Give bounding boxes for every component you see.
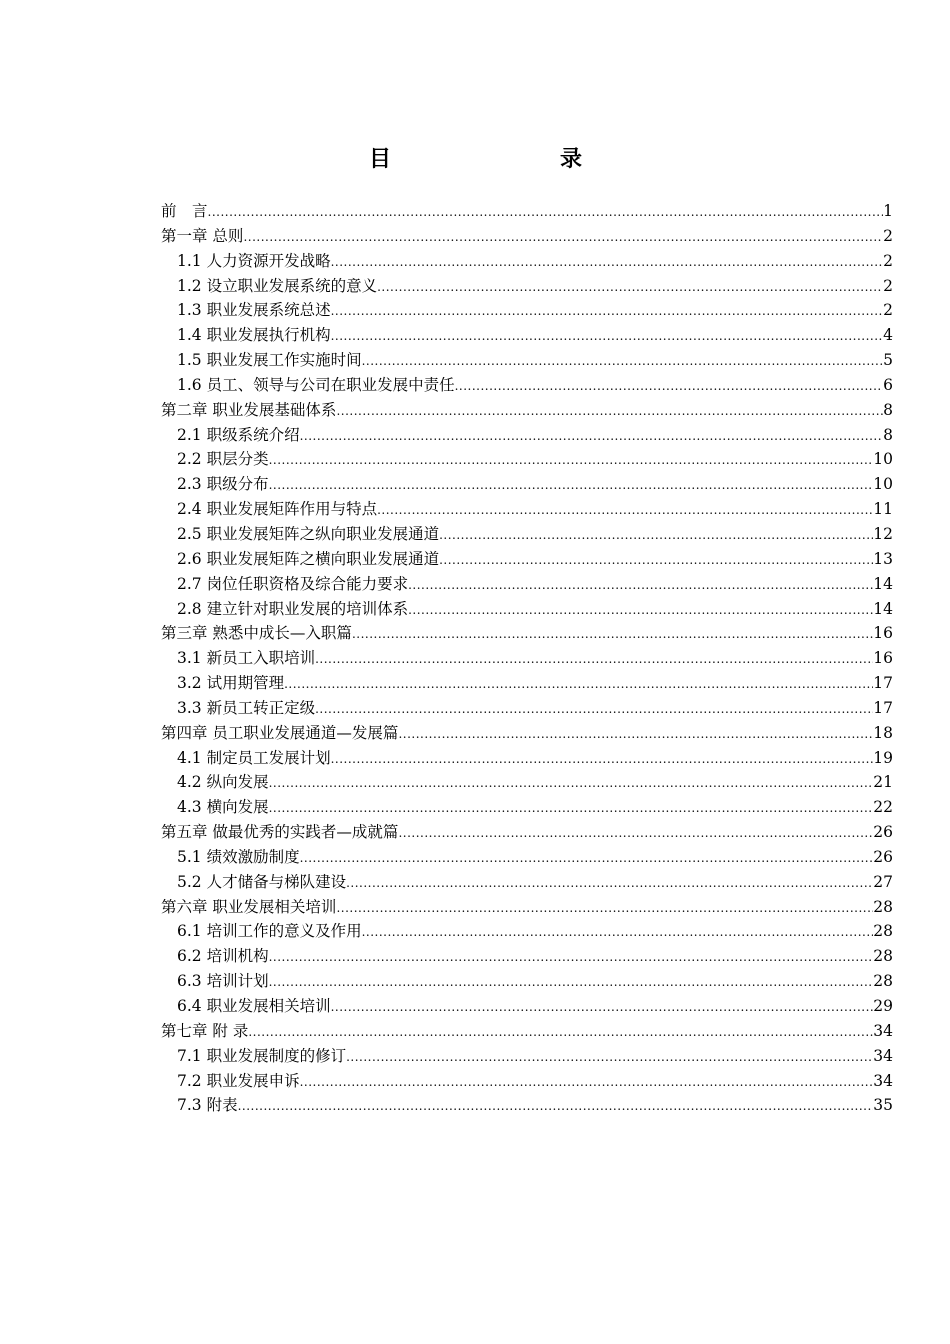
- toc-page-number: 5: [883, 351, 893, 370]
- toc-entry-label: 第一章 总则: [161, 226, 244, 245]
- toc-dot-leader: [248, 1025, 873, 1039]
- toc-page-number: 2: [883, 226, 893, 245]
- toc-section-entry[interactable]: [161, 597, 893, 622]
- toc-page-number: 27: [873, 872, 893, 891]
- toc-page-number: 22: [873, 798, 893, 817]
- toc-page-number: 1: [883, 202, 893, 220]
- toc-page-number: 17: [873, 674, 893, 693]
- toc-section-entry[interactable]: [161, 746, 893, 771]
- toc-dot-leader: [377, 503, 873, 517]
- page-title: [0, 142, 950, 174]
- toc-page-number: 8: [883, 400, 893, 419]
- toc-section-entry[interactable]: [161, 845, 893, 870]
- toc-page-number: 26: [873, 823, 893, 842]
- toc-entry-label: 第五章 做最优秀的实践者—成就篇: [161, 823, 399, 842]
- toc-page-number: 34: [873, 1021, 893, 1040]
- toc-dot-leader: [269, 453, 874, 467]
- toc-dot-leader: [300, 851, 874, 865]
- toc-section-entry[interactable]: [161, 1044, 893, 1069]
- toc-dot-leader: [208, 205, 884, 219]
- toc-entry-label: 4.2 纵向发展: [177, 773, 269, 792]
- toc-dot-leader: [300, 1075, 874, 1089]
- toc-entry-label: 6.1 培训工作的意义及作用: [177, 922, 362, 941]
- toc-chapter-entry[interactable]: [161, 224, 893, 249]
- toc-section-entry[interactable]: [161, 472, 893, 497]
- toc-entry-label: 1.3 职业发展系统总述: [177, 301, 331, 320]
- table-of-contents: [161, 199, 893, 1118]
- toc-page-number: 14: [873, 599, 893, 618]
- toc-page-number: 19: [873, 748, 893, 767]
- toc-entry-label: 1.5 职业发展工作实施时间: [177, 351, 362, 370]
- toc-page-number: 12: [873, 524, 893, 543]
- toc-entry-label: 3.1 新员工入职培训: [177, 649, 316, 668]
- toc-dot-leader: [238, 1099, 874, 1113]
- toc-dot-leader: [346, 1050, 873, 1064]
- toc-dot-leader: [269, 801, 874, 815]
- toc-section-entry[interactable]: [161, 423, 893, 448]
- toc-page-number: 21: [873, 773, 893, 792]
- toc-dot-leader: [439, 528, 873, 542]
- toc-page-number: 16: [873, 649, 893, 668]
- toc-page-number: 29: [873, 997, 893, 1015]
- toc-entry-label: 1.2 设立职业发展系统的意义: [177, 276, 378, 295]
- toc-entry-label: 7.2 职业发展申诉: [177, 1071, 300, 1090]
- toc-entry-label: 前 言: [161, 202, 208, 220]
- toc-entry-label: 第六章 职业发展相关培训: [161, 897, 337, 916]
- toc-entry-label: 2.5 职业发展矩阵之纵向职业发展通道: [177, 524, 440, 543]
- toc-section-entry[interactable]: [161, 373, 893, 398]
- toc-entry-label: 6.3 培训计划: [177, 972, 269, 991]
- toc-page-number: 28: [873, 897, 893, 916]
- toc-entry-label: 2.1 职级系统介绍: [177, 425, 300, 444]
- toc-page-number: 10: [873, 475, 893, 494]
- toc-page-number: 26: [873, 847, 893, 866]
- toc-dot-leader: [315, 702, 873, 716]
- toc-section-entry[interactable]: [161, 547, 893, 572]
- toc-entry-label: 第三章 熟悉中成长—入职篇: [161, 624, 352, 643]
- toc-entry-label: 4.3 横向发展: [177, 798, 269, 817]
- toc-section-entry[interactable]: [161, 348, 893, 373]
- toc-dot-leader: [243, 230, 883, 244]
- toc-dot-leader: [269, 478, 874, 492]
- toc-dot-leader: [331, 329, 884, 343]
- toc-dot-leader: [331, 752, 874, 766]
- title-char-1: 目: [369, 147, 392, 172]
- toc-entry-label: 2.3 职级分布: [177, 475, 269, 494]
- toc-page-number: 11: [873, 500, 893, 519]
- toc-section-entry[interactable]: [161, 298, 893, 323]
- toc-section-entry[interactable]: [161, 646, 893, 671]
- toc-dot-leader: [352, 627, 873, 641]
- toc-dot-leader: [336, 901, 873, 915]
- toc-entry-label: 7.3 附表: [177, 1096, 238, 1115]
- toc-page-number: 8: [883, 425, 893, 444]
- toc-entry-label: 第二章 职业发展基础体系: [161, 400, 337, 419]
- toc-entry-label: 1.4 职业发展执行机构: [177, 326, 331, 345]
- toc-chapter-entry[interactable]: [161, 721, 893, 746]
- toc-section-entry[interactable]: [161, 919, 893, 944]
- toc-dot-leader: [346, 876, 873, 890]
- toc-chapter-entry[interactable]: [161, 398, 893, 423]
- toc-section-entry[interactable]: [161, 522, 893, 547]
- toc-dot-leader: [269, 776, 874, 790]
- toc-chapter-entry[interactable]: [161, 820, 893, 845]
- toc-page-number: 17: [873, 698, 893, 717]
- toc-entry-label: 5.2 人才储备与梯队建设: [177, 872, 347, 891]
- toc-dot-leader: [300, 429, 884, 443]
- toc-page-number: 34: [873, 1046, 893, 1065]
- toc-page-number: 14: [873, 574, 893, 593]
- toc-dot-leader: [269, 975, 874, 989]
- toc-section-entry[interactable]: [161, 1069, 893, 1094]
- toc-dot-leader: [269, 950, 874, 964]
- toc-entry-label: 5.1 绩效激励制度: [177, 847, 300, 866]
- title-char-2: 录: [560, 147, 583, 172]
- toc-entry-label: 第七章 附 录: [161, 1021, 249, 1040]
- toc-section-entry[interactable]: [161, 1093, 893, 1118]
- toc-page-number: 28: [873, 947, 893, 966]
- toc-section-entry[interactable]: [161, 497, 893, 522]
- toc-dot-leader: [362, 354, 884, 368]
- toc-page-number: 2: [883, 251, 893, 270]
- toc-entry-label: 3.3 新员工转正定级: [177, 698, 316, 717]
- toc-section-entry[interactable]: [161, 671, 893, 696]
- toc-page-number: 35: [873, 1096, 893, 1115]
- toc-entry-label: 第四章 员工职业发展通道—发展篇: [161, 723, 399, 742]
- toc-page-number: 28: [873, 922, 893, 941]
- toc-section-entry[interactable]: [161, 795, 893, 820]
- toc-dot-leader: [331, 304, 884, 318]
- toc-entry-label: 2.7 岗位任职资格及综合能力要求: [177, 574, 409, 593]
- toc-entry-label: 2.6 职业发展矩阵之横向职业发展通道: [177, 549, 440, 568]
- toc-section-entry[interactable]: [161, 870, 893, 895]
- toc-page-number: 28: [873, 972, 893, 991]
- toc-page-number: 16: [873, 624, 893, 643]
- toc-page-number: 13: [873, 549, 893, 568]
- toc-chapter-entry[interactable]: [161, 895, 893, 920]
- toc-chapter-entry[interactable]: [161, 621, 893, 646]
- toc-chapter-entry[interactable]: [161, 199, 893, 224]
- toc-entry-label: 4.1 制定员工发展计划: [177, 748, 331, 767]
- toc-dot-leader: [331, 1000, 874, 1014]
- toc-page-number: 4: [883, 326, 893, 345]
- toc-dot-leader: [377, 280, 883, 294]
- toc-dot-leader: [315, 652, 873, 666]
- toc-dot-leader: [336, 404, 883, 418]
- toc-page-number: 34: [873, 1071, 893, 1090]
- toc-entry-label: 2.8 建立针对职业发展的培训体系: [177, 599, 409, 618]
- toc-dot-leader: [331, 255, 884, 269]
- toc-entry-label: 2.2 职层分类: [177, 450, 269, 469]
- toc-section-entry[interactable]: [161, 249, 893, 274]
- toc-page-number: 18: [873, 723, 893, 742]
- toc-dot-leader: [408, 578, 873, 592]
- toc-section-entry[interactable]: [161, 969, 893, 994]
- toc-dot-leader: [398, 826, 873, 840]
- toc-page-number: 10: [873, 450, 893, 469]
- toc-section-entry[interactable]: [161, 447, 893, 472]
- toc-section-entry[interactable]: [161, 696, 893, 721]
- toc-dot-leader: [455, 379, 884, 393]
- toc-entry-label: 6.2 培训机构: [177, 947, 269, 966]
- toc-page-number: 2: [883, 301, 893, 320]
- toc-dot-leader: [408, 603, 873, 617]
- toc-entry-label: 7.1 职业发展制度的修订: [177, 1046, 347, 1065]
- toc-dot-leader: [362, 925, 874, 939]
- toc-section-entry[interactable]: [161, 274, 893, 299]
- toc-section-entry[interactable]: [161, 323, 893, 348]
- toc-section-entry[interactable]: [161, 994, 893, 1019]
- toc-dot-leader: [398, 727, 873, 741]
- toc-entry-label: 2.4 职业发展矩阵作用与特点: [177, 500, 378, 519]
- toc-dot-leader: [439, 553, 873, 567]
- toc-section-entry[interactable]: [161, 944, 893, 969]
- toc-page-number: 2: [883, 276, 893, 295]
- toc-chapter-entry[interactable]: [161, 1019, 893, 1044]
- toc-section-entry[interactable]: [161, 572, 893, 597]
- toc-entry-label: 6.4 职业发展相关培训: [177, 997, 331, 1015]
- toc-entry-label: 3.2 试用期管理: [177, 674, 285, 693]
- toc-dot-leader: [284, 677, 873, 691]
- toc-entry-label: 1.6 员工、领导与公司在职业发展中责任: [177, 375, 455, 394]
- toc-section-entry[interactable]: [161, 770, 893, 795]
- toc-page-number: 6: [883, 375, 893, 394]
- toc-entry-label: 1.1 人力资源开发战略: [177, 251, 331, 270]
